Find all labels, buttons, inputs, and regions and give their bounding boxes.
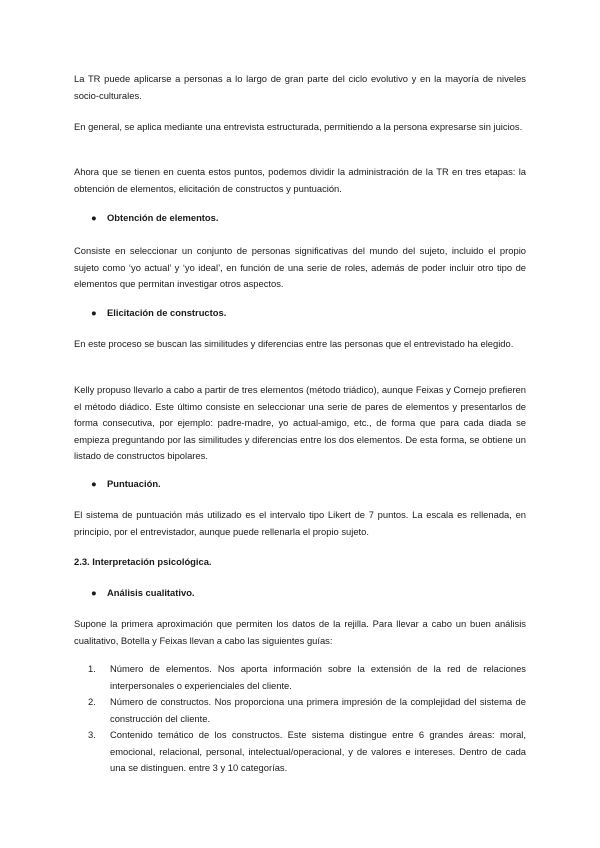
bullet-dot-icon: ● [91,587,97,598]
bullet-dot-icon: ● [91,478,97,489]
bullet-elicitacion-constructos: ● Elicitación de constructos. [91,305,226,322]
paragraph-qualitative-analysis: Supone la primera aproximación que permiten los datos de la rejilla. Para llevar a cabo un buen análisis cualitativo, Botella y Feixas llevan a cabo las siguientes guías: [74,618,526,646]
numbered-guide-list [88,661,526,777]
paragraph-similarities-process: En este proceso se buscan las similitudes y diferencias entre las personas que el entrevistado ha elegido. [74,338,514,349]
section-heading-interpretacion: 2.3. Interpretación psicológica. [74,556,212,567]
paragraph-administration-stages: Ahora que se tienen en cuenta estos puntos, podemos dividir la administración de la TR en tres etapas: la obtención de elementos, elicitación de constructos y puntuación. [74,166,526,194]
paragraph-element-selection: Consiste en seleccionar un conjunto de personas significativas del mundo del sujeto, incluido el propio sujeto como ‘yo actual’ y ‘yo ideal’, en función de una serie de roles, además de poder incluir otro tipo de elementos que permitan investigar otros aspectos. [74,245,526,289]
bullet-dot-icon: ● [91,307,97,318]
list-item: 2. Número de constructos. Nos proporciona una primera impresión de la complejidad del sistema de construcción del cliente. [88,696,526,724]
paragraph-structured-interview: En general, se aplica mediante una entrevista estructurada, permitiendo a la persona expresarse sin juicios. [74,121,523,132]
paragraph-kelly-method: Kelly propuso llevarlo a cabo a partir de tres elementos (método triádico), aunque Feixas y Cornejo prefieren el método diádico. Este último consiste en seleccionar una serie de pares de elementos y presentarlos de forma consecutiva, por ejemplo: padre-madre, yo actual-amigo, etc., de forma que para cada diada se empieza preguntando por las similitudes y diferencias entre los dos elementos. De esta forma, se obtiene un listado de constructos bipolares. [74,384,526,461]
bullet-obtencion-elementos: ● Obtención de elementos. [91,210,218,227]
list-item: 1. Número de elementos. Nos aporta información sobre la extensión de la red de relaciones interpersonales o experienciales del cliente. [88,663,526,691]
bullet-analisis-cualitativo: ● Análisis cualitativo. [91,585,195,602]
paragraph-likert-scoring: El sistema de puntuación más utilizado es el intervalo tipo Likert de 7 puntos. La escala es rellenada, en principio, por el entrevistador, aunque puede rellenarla el propio sujeto. [74,509,526,537]
bullet-puntuacion: ● Puntuación. [91,476,161,493]
paragraph-tr-application: La TR puede aplicarse a personas a lo largo de gran parte del ciclo evolutivo y en la mayoría de niveles socio-culturales. [74,73,526,101]
bullet-dot-icon: ● [91,212,97,223]
list-item: 3. Contenido temático de los constructos. Este sistema distingue entre 6 grandes áreas: moral, emocional, relacional, personal, intelectual/operacional, y de valores e intereses. Dentro de cada una se distinguen. entre 3 y 10 categorías. [88,729,526,773]
